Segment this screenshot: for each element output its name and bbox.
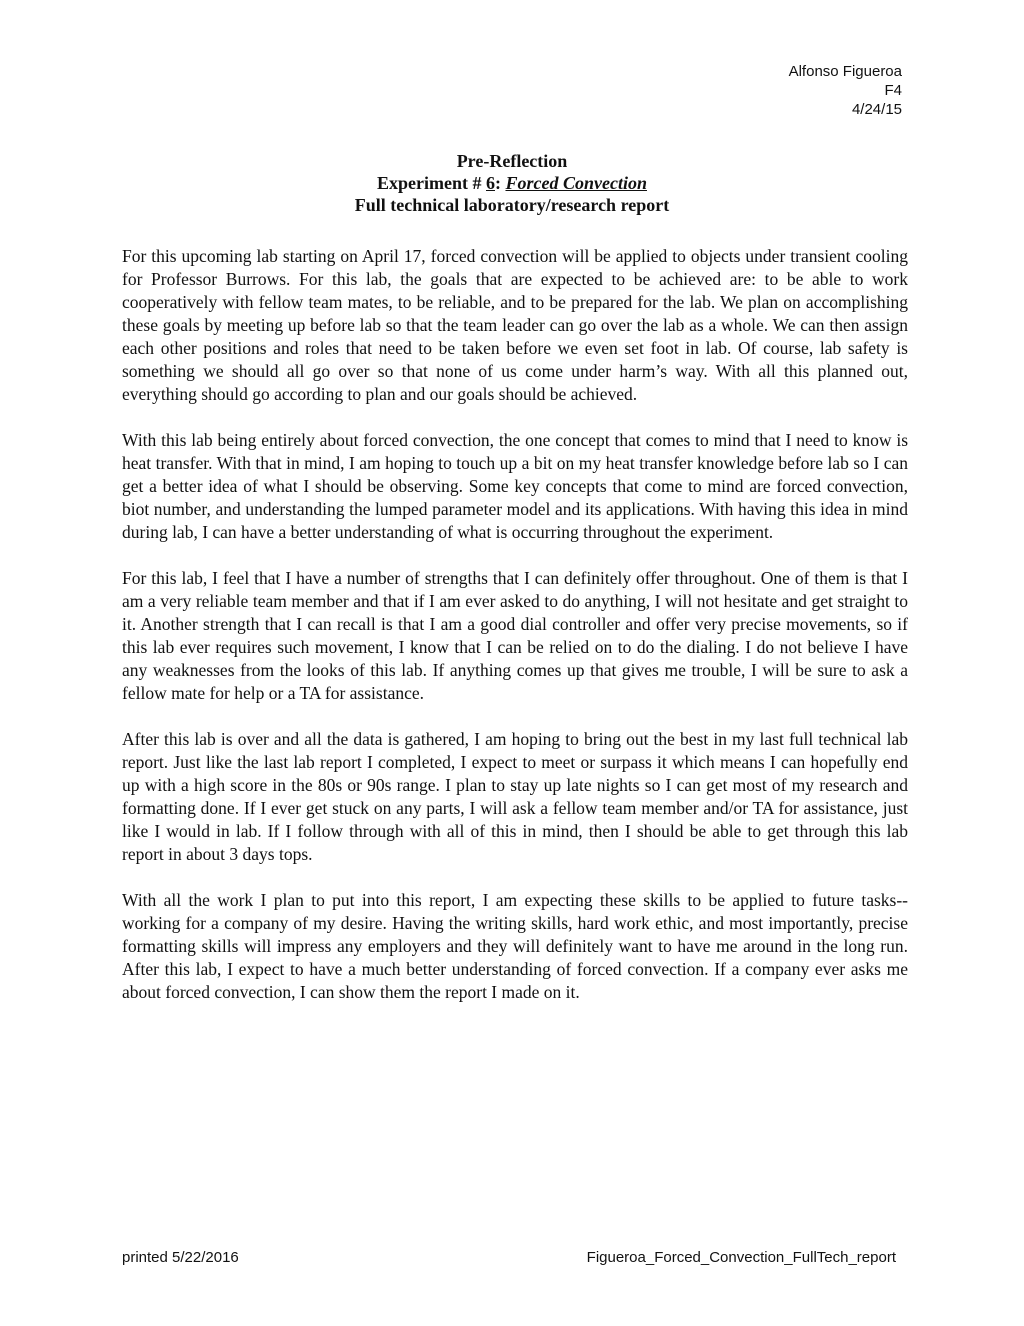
document-header (789, 62, 902, 119)
body-paragraph: For this upcoming lab starting on April 17, forced convection will be applied to objects under transient cooling for Professor Burrows. For this lab, the goals that are expected to be achieved are: to be able to work cooperatively with fellow team mates, to be reliable, and to be prepared for the lab. We plan on accomplishing these goals by meeting up before lab so that the team leader can go over the lab as a whole. We can then assign each other positions and roles that need to be taken before we even set foot in lab. Of course, lab safety is something we should all go over so that none of us come under harm’s way. With all this planned out, everything should go according to plan and our goals should be achieved. (122, 246, 908, 404)
author-name: Alfonso Figueroa (788, 63, 902, 80)
document-footer (122, 1248, 896, 1267)
section-code: F4 (884, 82, 902, 99)
body-paragraph: With all the work I plan to put into this report, I am expecting these skills to be applied to future tasks-- working for a company of my desire. Having the writing skills, hard work ethic, and most importantly, precise formatting skills will impress any employers and they will definitely want to have me around in the long run. After this lab, I expect to have a much better understanding of forced convection. If a company ever asks me about forced convection, I can show them the report I made on it. (122, 890, 908, 1002)
printed-date: printed 5/22/2016 (122, 1249, 239, 1266)
file-name: Figueroa_Forced_Convection_FullTech_report (586, 1249, 896, 1266)
experiment-prefix: Experiment # (377, 173, 486, 193)
document-title (0, 150, 1024, 216)
experiment-name: Forced Convection (505, 173, 647, 193)
document-body (122, 245, 908, 1027)
body-paragraph: With this lab being entirely about forced convection, the one concept that comes to mind that I need to know is heat transfer. With that in mind, I am hoping to touch up a bit on my heat transfer knowledge before lab so I can get a better idea of what I should be observing. Some key concepts that come to mind are forced convection, biot number, and understanding the lumped parameter model and its applications. With having this idea in mind during lab, I can have a better understanding of what is occurring throughout the experiment. (122, 430, 908, 542)
body-paragraph: For this lab, I feel that I have a number of strengths that I can definitely offer throughout. One of them is that I am a very reliable team member and that if I am ever asked to do anything, I will not hesitate and get straight to it. Another strength that I can recall is that I am a good dial controller and offer very precise movements, so if this lab ever requires such movement, I know that I can be relied on to do the dialing. I do not believe I have any weaknesses from the looks of this lab. If anything comes up that gives me trouble, I will be sure to ask a fellow mate for help or a TA for assistance. (122, 568, 908, 703)
header-date: 4/24/15 (851, 101, 902, 118)
title-report-type: Full technical laboratory/research report (354, 195, 670, 215)
title-experiment (0, 172, 1024, 194)
body-paragraph: After this lab is over and all the data is gathered, I am hoping to bring out the best in my last full technical lab report. Just like the last lab report I completed, I expect to meet or surpass it which means I can hopefully end up with a high score in the 80s or 90s range. I plan to stay up late nights so I can get most of my research and formatting done. If I ever get stuck on any parts, I will ask a fellow team member and/or TA for assistance, just like I would in lab. If I follow through with all of this in mind, then I should be able to get through this lab report in about 3 days tops. (122, 729, 908, 864)
experiment-colon: : (494, 173, 506, 193)
experiment-number: 6 (485, 173, 495, 193)
title-pre-reflection: Pre-Reflection (456, 151, 568, 171)
